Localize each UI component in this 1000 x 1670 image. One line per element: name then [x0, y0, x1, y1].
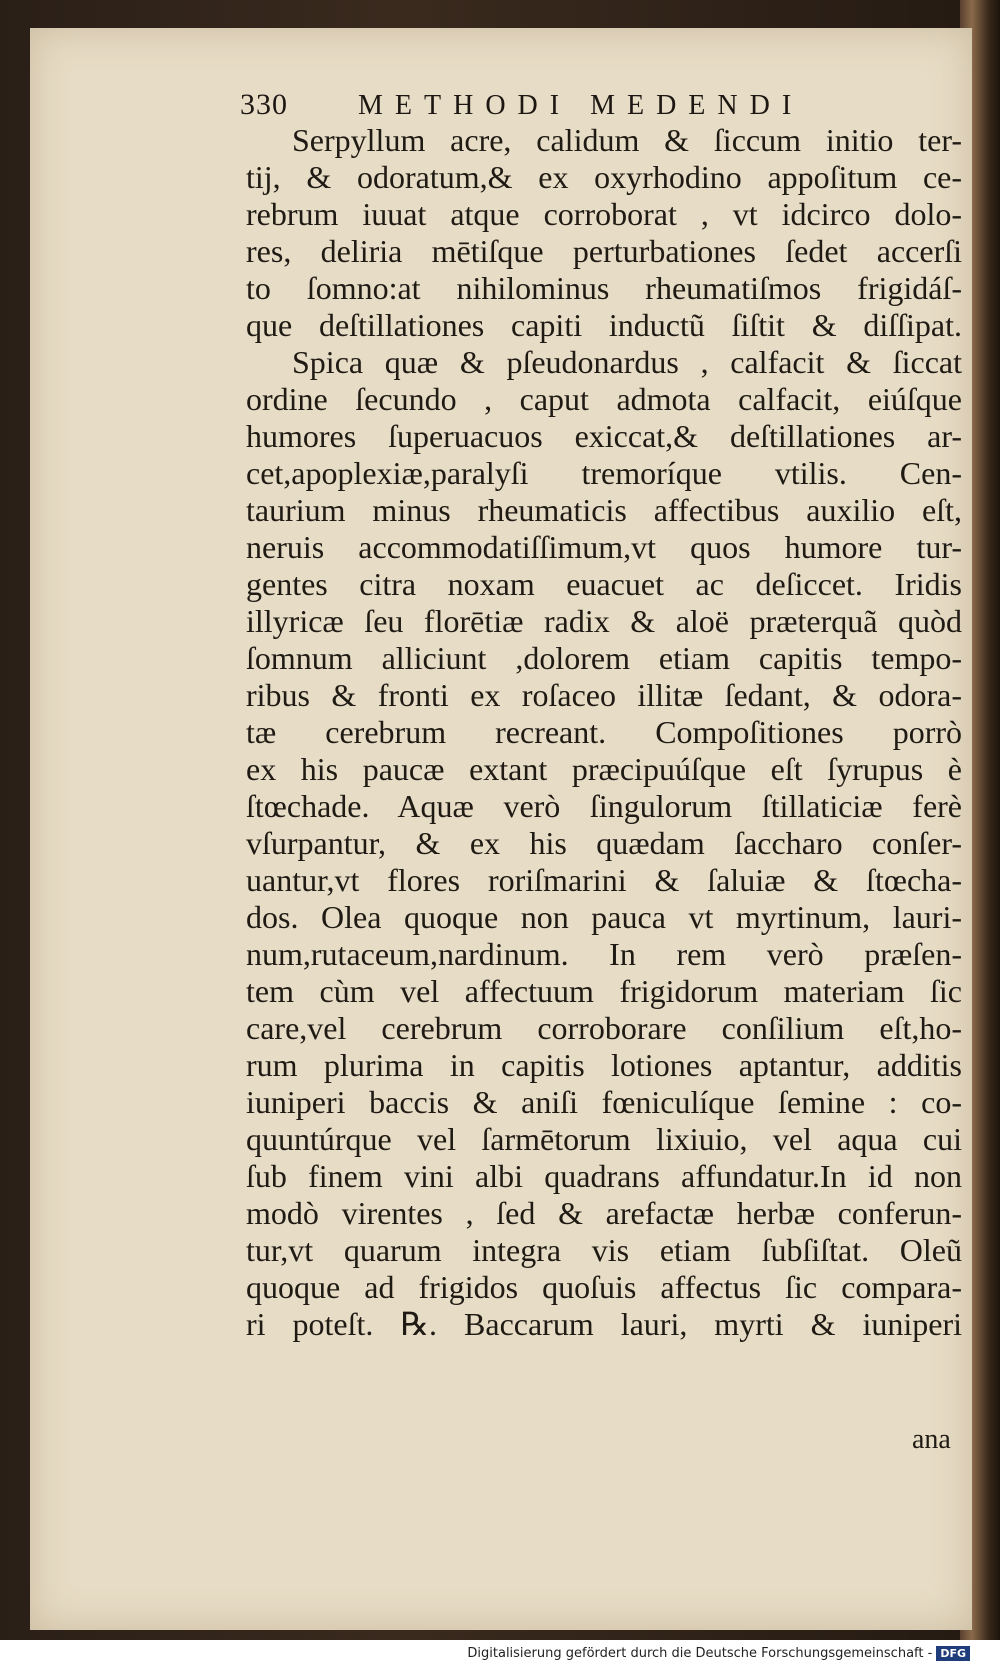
text-line: ſub finem vini albi quadrans affundatur.In id non [246, 1158, 962, 1194]
running-title: METHODI MEDENDI [358, 90, 804, 121]
text-line: rum plurima in capitis lotiones aptantur, additis [246, 1047, 962, 1083]
text-line: tæ cerebrum recreant. Compoſitiones porrò [246, 714, 962, 750]
text-line: gentes citra noxam euacuet ac deſiccet. Iridis [246, 566, 962, 602]
page-number: 330 [240, 88, 288, 121]
text-line: cet,apoplexiæ,paralyſi tremoríque vtilis. Cen- [246, 455, 962, 491]
footer-credit [467, 1646, 970, 1661]
text-line: num,rutaceum,nardinum. In rem verò præſen- [246, 936, 962, 972]
catchword: ana [912, 1424, 951, 1455]
footer-credit-text: Digitalisierung gefördert durch die Deutsche Forschungsgemeinschaft - [467, 1646, 933, 1661]
page-header [240, 88, 960, 122]
text-line: ribus & fronti ex roſaceo illitæ ſedant, & odora- [246, 677, 962, 713]
text-line: res, deliria mētiſque perturbationes ſedet accerſi [246, 233, 962, 269]
body-text [246, 122, 962, 1343]
text-line: humores ſuperuacuos exiccat,& deſtillationes ar- [246, 418, 962, 454]
text-line: vſurpantur, & ex his quædam ſaccharo conſer- [246, 825, 962, 861]
text-line: ordine ſecundo , caput admota calfacit, eiúſque [246, 381, 962, 417]
text-line: tem cùm vel affectuum frigidorum materiam ſic [246, 973, 962, 1009]
text-line: ri poteſt. ℞. Baccarum lauri, myrti & iuniperi [246, 1306, 962, 1342]
text-line: Spica quæ & pſeudonardus , calfacit & ſiccat [292, 344, 962, 380]
dfg-logo: DFG [936, 1646, 970, 1661]
text-line: to ſomno:at nihilominus rheumatiſmos frigidáſ- [246, 270, 962, 306]
text-line: uantur,vt flores roriſmarini & ſaluiæ & ſtœcha- [246, 862, 962, 898]
text-line: illyricæ ſeu florētiæ radix & aloë præterquã quòd [246, 603, 962, 639]
text-line: ſomnum alliciunt ,dolorem etiam capitis tempo- [246, 640, 962, 676]
text-line: quuntúrque vel ſarmētorum lixiuio, vel aqua cui [246, 1121, 962, 1157]
text-line: iuniperi baccis & aniſi fœniculíque ſemine : co- [246, 1084, 962, 1120]
text-line: tij, & odoratum,& ex oxyrhodino appoſitum ce- [246, 159, 962, 195]
text-line: modò virentes , ſed & arefactæ herbæ conferun- [246, 1195, 962, 1231]
text-line: care,vel cerebrum corroborare conſilium eſt,ho- [246, 1010, 962, 1046]
text-line: taurium minus rheumaticis affectibus auxilio eſt, [246, 492, 962, 528]
text-line: neruis accommodatiſſimum,vt quos humore tur- [246, 529, 962, 565]
text-line: que deſtillationes capiti inductũ ſiſtit & diſſipat. [246, 307, 962, 343]
text-line: quoque ad frigidos quoſuis affectus ſic compara- [246, 1269, 962, 1305]
text-line: Serpyllum acre, calidum & ſiccum initio ter- [292, 122, 962, 158]
text-line: ex his paucæ extant præcipuúſque eſt ſyrupus è [246, 751, 962, 787]
text-line: rebrum iuuat atque corroborat , vt idcirco dolo- [246, 196, 962, 232]
text-line: tur,vt quarum integra vis etiam ſubſiſtat. Oleũ [246, 1232, 962, 1268]
text-line: dos. Olea quoque non pauca vt myrtinum, lauri- [246, 899, 962, 935]
text-line: ſtœchade. Aquæ verò ſingulorum ſtillaticiæ ferè [246, 788, 962, 824]
